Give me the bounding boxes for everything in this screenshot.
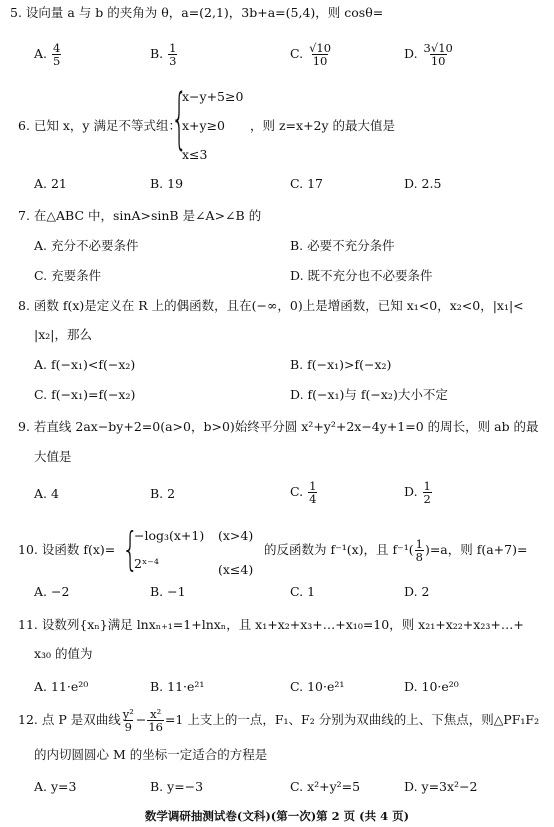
q5-b-label: B. bbox=[150, 46, 164, 62]
q5-option-b bbox=[150, 42, 178, 67]
q12-stem-line-1 bbox=[18, 708, 539, 733]
q9-c-frac bbox=[308, 480, 317, 505]
q8-option-a: A. f(−x₁)<f(−x₂) bbox=[34, 357, 136, 372]
q9-stem-line-2: 大值是 bbox=[34, 449, 72, 464]
q9-d-den: 2 bbox=[423, 492, 431, 507]
q6-option-b: B. 19 bbox=[150, 176, 184, 191]
q7-option-d: D. 既不充分也不必要条件 bbox=[290, 268, 433, 283]
q11-stem-line-1: 11. 设数列{xₙ}满足 lnxₙ₊₁=1+lnxₙ，且 x₁+x₂+x₃+…+x₁₀=10，则 x₂₁+x₂₂+x₂₃+…+ bbox=[18, 617, 524, 632]
q9-option-d bbox=[404, 480, 433, 505]
q10-option-d: D. 2 bbox=[404, 584, 430, 599]
q12-option-d: D. y=3x²−2 bbox=[404, 779, 478, 794]
q12-frac-1-num: y² bbox=[122, 707, 134, 721]
q12-frac-2-num: x² bbox=[150, 707, 162, 721]
q5-a-frac bbox=[52, 42, 61, 67]
q8-stem-line-1: 8. 函数 f(x)是定义在 R 上的偶函数，且在(−∞，0)上是增函数，已知 x₁<0，x₂<0，|x₁|< bbox=[18, 298, 524, 313]
q5-d-den: 10 bbox=[430, 54, 446, 69]
q7-option-a: A. 充分不必要条件 bbox=[34, 238, 139, 253]
q12-stem-pre: 12. 点 P 是双曲线 bbox=[18, 712, 121, 728]
q12-frac-1 bbox=[122, 708, 135, 733]
q5-stem: 5. 设向量 a 与 b 的夹角为 θ，a=(2,1)，3b+a=(5,4)，则 cosθ= bbox=[10, 5, 384, 20]
q10-case-1: −log₃(x+1) bbox=[134, 528, 205, 543]
q5-option-c bbox=[290, 42, 333, 67]
q11-option-b: B. 11·e²¹ bbox=[150, 679, 205, 694]
q6-brace: { bbox=[171, 82, 188, 159]
q10-stem-rest bbox=[264, 538, 527, 563]
q10-frac-num: 1 bbox=[415, 537, 423, 551]
q5-a-label: A. bbox=[34, 46, 48, 62]
q8-option-c: C. f(−x₁)=f(−x₂) bbox=[34, 387, 136, 402]
q11-option-c: C. 10·e²¹ bbox=[290, 679, 345, 694]
q10-brace: { bbox=[122, 524, 139, 577]
q9-option-a: A. 4 bbox=[34, 486, 59, 501]
q10-frac-den: 8 bbox=[415, 550, 423, 565]
q10-condition-2: (x≤4) bbox=[218, 562, 254, 577]
q9-c-num: 1 bbox=[309, 479, 317, 493]
q11-stem-line-2: x₃₀ 的值为 bbox=[34, 646, 93, 661]
q10-frac bbox=[415, 538, 424, 563]
q5-d-frac bbox=[423, 42, 454, 67]
q5-a-den: 5 bbox=[53, 54, 61, 69]
q12-minus: − bbox=[135, 712, 147, 728]
q7-option-c: C. 充要条件 bbox=[34, 268, 102, 283]
q5-d-label: D. bbox=[404, 46, 418, 62]
q9-option-b: B. 2 bbox=[150, 486, 176, 501]
q10-stem-pre: 10. 设函数 f(x)= bbox=[18, 542, 116, 557]
q12-frac-1-den: 9 bbox=[124, 720, 132, 735]
q12-stem-line-2: 的内切圆圆心 M 的坐标一定适合的方程是 bbox=[34, 747, 268, 762]
q5-c-frac bbox=[308, 42, 332, 67]
q9-option-c bbox=[290, 480, 318, 505]
q12-option-c: C. x²+y²=5 bbox=[290, 779, 361, 794]
q6-system-line-3: x≤3 bbox=[182, 147, 208, 162]
q6-option-c: C. 17 bbox=[290, 176, 323, 191]
q5-option-a bbox=[34, 42, 62, 67]
page-footer: 数学调研抽测试卷(文科)(第一次)第 2 页 (共 4 页) bbox=[144, 809, 410, 823]
q10-option-a: A. −2 bbox=[34, 584, 70, 599]
q12-option-a: A. y=3 bbox=[34, 779, 77, 794]
q6-system-line-2: x+y≥0 bbox=[182, 118, 226, 133]
q6-option-a: A. 21 bbox=[34, 176, 67, 191]
q5-d-num: 3√10 bbox=[423, 41, 453, 55]
q9-d-frac bbox=[423, 480, 432, 505]
q6-stem-pre: 6. 已知 x，y 满足不等式组： bbox=[18, 118, 181, 133]
q9-stem-line-1: 9. 若直线 2ax−by+2=0(a>0，b>0)始终平分圆 x²+y²+2x−4y+1=0 的周长，则 ab 的最 bbox=[18, 419, 539, 434]
q11-option-d: D. 10·e²⁰ bbox=[404, 679, 459, 694]
q12-frac-2 bbox=[147, 708, 164, 733]
q11-option-a: A. 11·e²⁰ bbox=[34, 679, 89, 694]
q5-b-num: 1 bbox=[169, 41, 177, 55]
q12-stem-post: =1 上支上的一点，F₁、F₂ 分别为双曲线的上、下焦点，则△PF₁F₂ bbox=[164, 712, 540, 728]
q6-option-d: D. 2.5 bbox=[404, 176, 442, 191]
q12-option-b: B. y=−3 bbox=[150, 779, 204, 794]
q10-case-2: 2ˣ⁻⁴ bbox=[134, 556, 159, 571]
q5-a-num: 4 bbox=[53, 41, 61, 55]
q6-system-line-1: x−y+5≥0 bbox=[182, 89, 244, 104]
q10-option-b: B. −1 bbox=[150, 584, 186, 599]
q10-condition-1: (x>4) bbox=[218, 528, 254, 543]
q8-stem-line-2: |x₂|，那么 bbox=[34, 327, 92, 342]
q9-d-num: 1 bbox=[423, 479, 431, 493]
q5-c-label: C. bbox=[290, 46, 304, 62]
q9-c-den: 4 bbox=[309, 492, 317, 507]
q10-option-c: C. 1 bbox=[290, 584, 316, 599]
q7-stem: 7. 在△ABC 中，sinA>sinB 是∠A>∠B 的 bbox=[18, 208, 262, 223]
q5-b-frac bbox=[168, 42, 177, 67]
q5-c-num: √10 bbox=[309, 41, 332, 55]
q6-stem-post: ，则 z=x+2y 的最大值是 bbox=[250, 118, 396, 133]
q10-stem-mid: 的反函数为 f⁻¹(x)，且 f⁻¹( bbox=[264, 542, 414, 558]
q5-b-den: 3 bbox=[169, 54, 177, 69]
q8-option-d: D. f(−x₁)与 f(−x₂)大小不定 bbox=[290, 387, 448, 402]
q5-option-d bbox=[404, 42, 455, 67]
q12-frac-2-den: 16 bbox=[148, 720, 163, 735]
q5-c-den: 10 bbox=[312, 54, 328, 69]
q9-c-label: C. bbox=[290, 484, 304, 500]
q8-option-b: B. f(−x₁)>f(−x₂) bbox=[290, 357, 392, 372]
q7-option-b: B. 必要不充分条件 bbox=[290, 238, 395, 253]
q10-stem-post: )=a，则 f(a+7)= bbox=[424, 542, 528, 558]
q9-d-label: D. bbox=[404, 484, 418, 500]
